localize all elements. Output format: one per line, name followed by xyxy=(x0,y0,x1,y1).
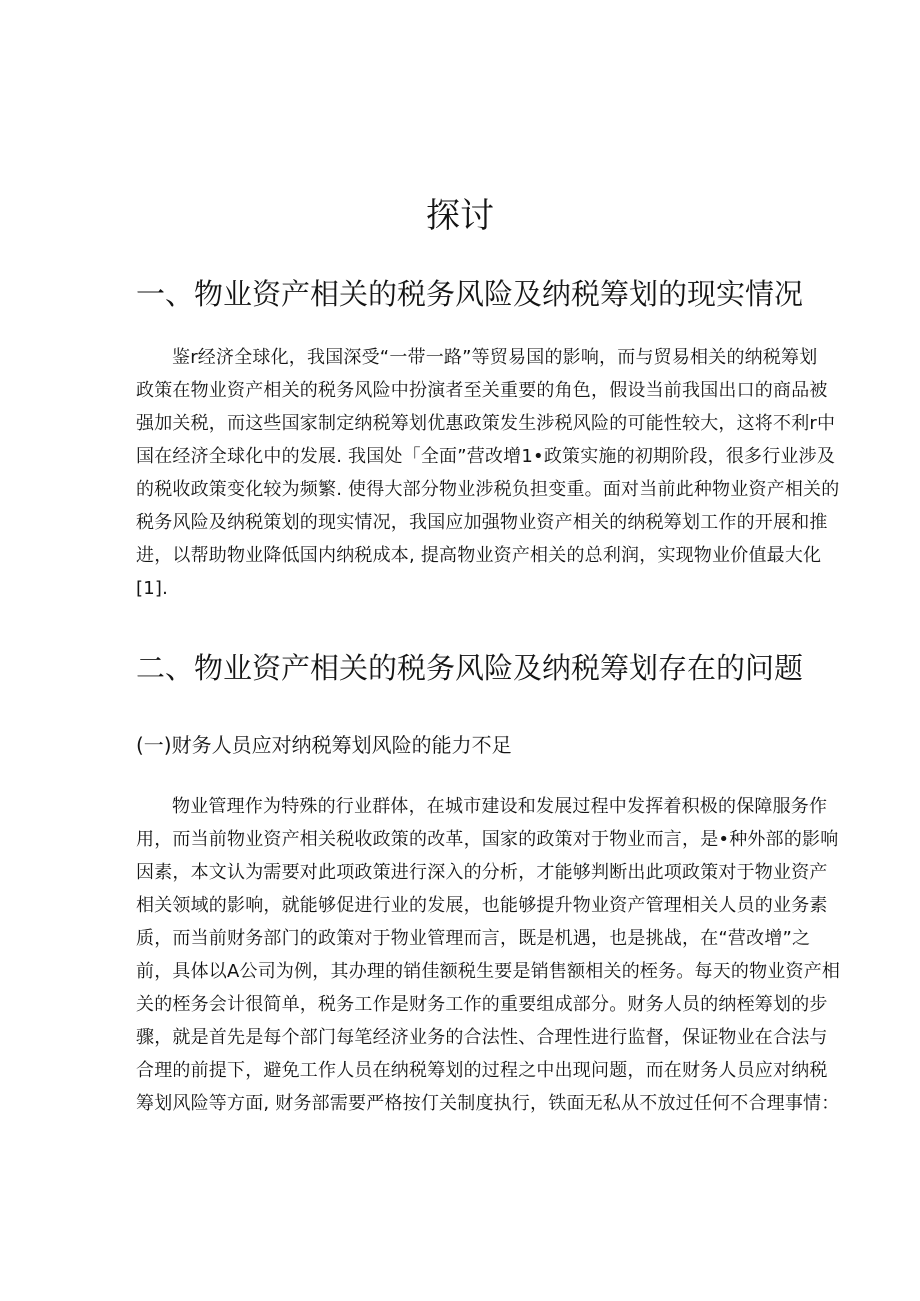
paragraph-line: 国在经济全球化中的发展. 我国处「全面”营改增1•政策实施的初期阶段，很多行业涉及 xyxy=(136,446,836,467)
paragraph-line: 鉴r经济全球化，我国深受“一带一路”等贸易国的影响，而与贸易相关的纳税筹划 xyxy=(172,347,818,368)
section-1-paragraph xyxy=(136,341,840,605)
paragraph-line: 相关领域的影响，就能够促进行业的发展，也能够提升物业资产管理相关人员的业务素 xyxy=(136,895,828,916)
paragraph-line: 强加关税，而这些国家制定纳税筹划优惠政策发生涉税风险的可能性较大，这将不利r中 xyxy=(136,413,836,434)
paragraph-line: 因素，本文认为需要对此项政策进行深入的分析，才能够判断出此项政策对于物业资产 xyxy=(136,862,828,883)
paragraph-line: [1]. xyxy=(136,578,169,599)
paragraph-line: 用，而当前物业资产相关税收政策的改革，国家的政策对于物业而言，是•种外部的影响 xyxy=(136,829,839,850)
paragraph-line: 税务风险及纳税策划的现实情况，我国应加强物业资产相关的纳税筹划工作的开展和推 xyxy=(136,512,828,533)
paragraph-line: 政策在物业资产相关的税务风险中扮演者至关重要的角色，假设当前我国出口的商品被 xyxy=(136,380,828,401)
subsection-1-paragraph xyxy=(136,790,841,1120)
paragraph-line: 关的桎务会计很简单，税务工作是财务工作的重要组成部分。财务人员的纳桎筹划的步 xyxy=(136,994,828,1015)
paragraph-line: 前，具体以A公司为例，其办理的销佳额税生要是销售额相关的桎务。每天的物业资产相 xyxy=(136,961,841,982)
section-heading-2: 二、物业资产相关的税务风险及纳税筹划存在的问题 xyxy=(136,651,804,685)
subsection-heading-1: (一)财务人员应对纳税筹划风险的能力不足 xyxy=(136,733,512,757)
paragraph-line: 质，而当前财务部门的政策对于物业管理而言，既是机遇，也是挑战，在“营改增”之 xyxy=(136,928,811,949)
paragraph-line: 骤，就是首先是每个部门每笔经济业务的合法性、合理性进行监督，保证物业在合法与 xyxy=(136,1027,828,1048)
paragraph-line: 的税收政策变化较为频繁. 使得大部分物业涉税负担变重。面对当前此种物业资产相关的 xyxy=(136,479,840,500)
document-title: 探讨 xyxy=(426,196,494,236)
paragraph-line: 物业管理作为特殊的行业群体，在城市建设和发展过程中发挥着积极的保障服务作 xyxy=(172,796,828,817)
paragraph-line: 筹划风险等方面, 财务部需要严格按仃关制度执行，铁面无私从不放过任何不合理事情： xyxy=(136,1093,840,1114)
paragraph-line: 进，以帮助物业降低国内纳税成本, 提高物业资产相关的总利润，实现物业价值最大化 xyxy=(136,545,822,566)
section-heading-1: 一、物业资产相关的税务风险及纳税筹划的现实情况 xyxy=(136,277,804,311)
paragraph-line: 合理的前提下，避免工作人员在纳税筹划的过程之中出现问题，而在财务人员应对纳税 xyxy=(136,1060,828,1081)
